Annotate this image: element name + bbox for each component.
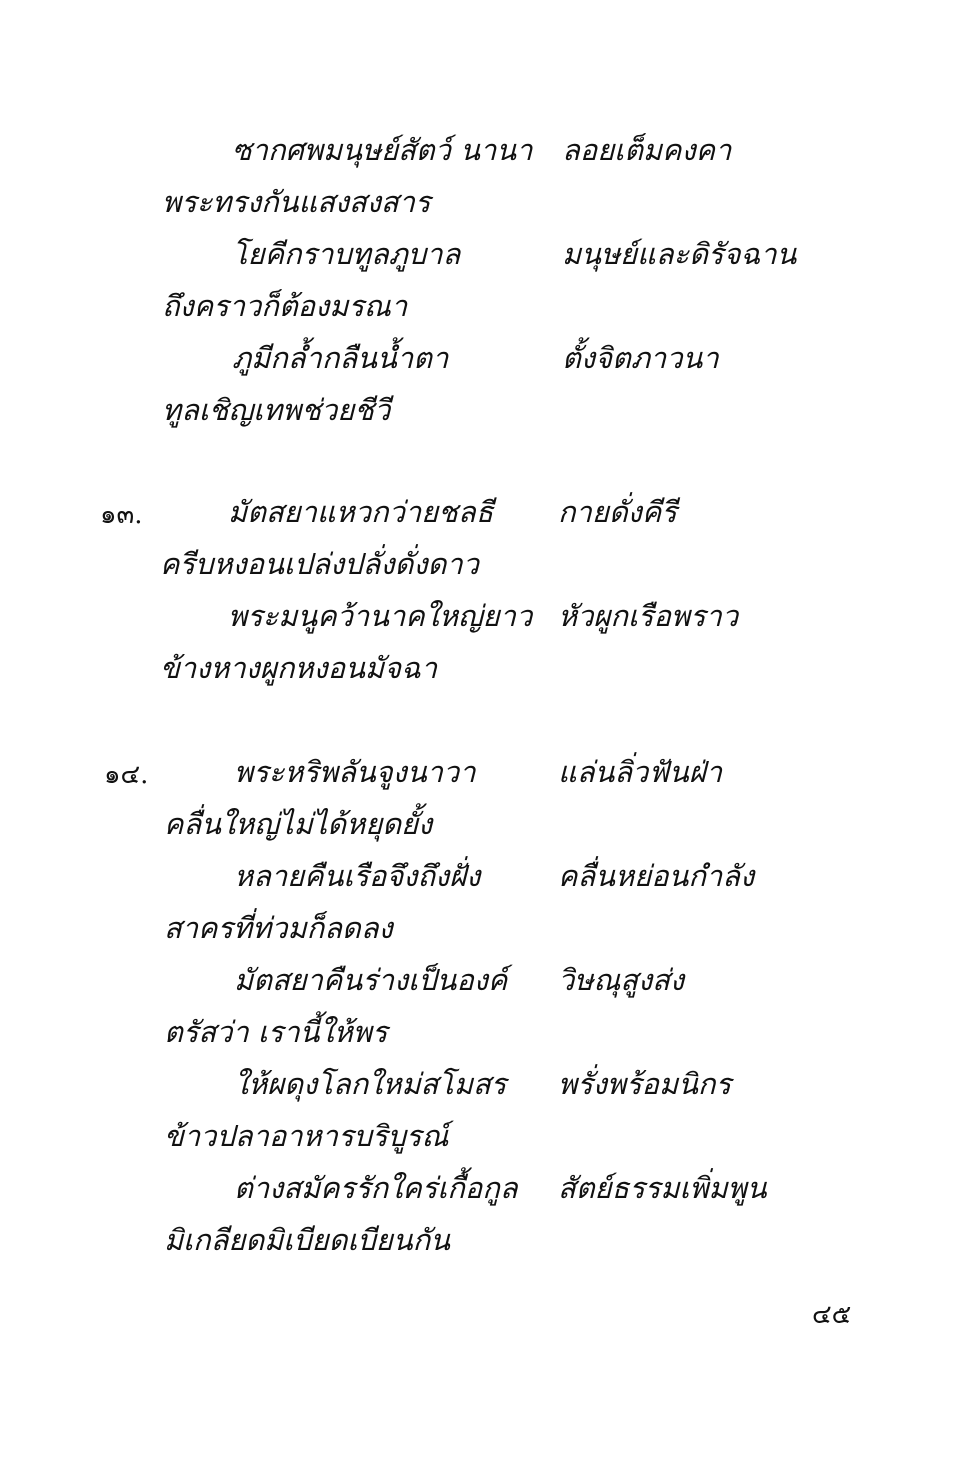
verse-line-second-half: วิษณุสูงส่ง xyxy=(558,963,685,997)
verse-line: สาครที่ท่วมก็ลดลง xyxy=(164,911,393,945)
verse-line-second-half: หัวผูกเรือพราว xyxy=(558,599,739,633)
verse-line-indent: ซากศพมนุษย์สัตว์ นานา xyxy=(232,133,533,167)
verse-line: ทูลเชิญเทพช่วยชีวี xyxy=(162,393,391,427)
verse-line: ข้างหางผูกหงอนมัจฉา xyxy=(160,651,438,685)
verse-line: พระทรงกันแสงสงสาร xyxy=(162,185,431,219)
verse-line-indent: มัตสยาคืนร่างเป็นองค์ xyxy=(234,963,508,997)
verse-line-indent: หลายคืนเรือจึงถึงฝั่ง xyxy=(234,859,481,893)
verse-line-second-half: แล่นลิ่วฟันฝ่า xyxy=(558,755,722,789)
verse-line-indent: ภูมีกล้ำกลืนน้ำตา xyxy=(232,341,449,375)
verse-line-second-half: ลอยเต็มคงคา xyxy=(562,133,732,167)
verse-line-indent: ต่างสมัครรักใคร่เกื้อกูล xyxy=(234,1171,518,1205)
verse-line: มิเกลียดมิเบียดเบียนกัน xyxy=(164,1223,450,1257)
verse-line: ครีบหงอนเปล่งปลั่งดั่งดาว xyxy=(160,547,479,581)
verse-line-indent: พระหริพลันจูงนาวา xyxy=(234,755,476,789)
verse-line-indent: มัตสยาแหวกว่ายชลธี xyxy=(228,495,494,529)
verse-line: ข้าวปลาอาหารบริบูรณ์ xyxy=(164,1119,449,1153)
verse-line-indent: โยคีกราบทูลภูบาล xyxy=(232,237,461,271)
verse-line-indent: พระมนูคว้านาคใหญ่ยาว xyxy=(228,599,533,633)
verse-line: คลื่นใหญ่ไม่ได้หยุดยั้ง xyxy=(164,807,433,841)
verse-line-second-half: กายดั่งคีรี xyxy=(558,495,677,529)
verse-line-second-half: พรั่งพร้อมนิกร xyxy=(558,1067,732,1101)
verse-line: ตรัสว่า เรานี้ให้พร xyxy=(164,1015,388,1049)
verse-line-second-half: สัตย์ธรรมเพิ่มพูน xyxy=(558,1171,767,1205)
verse-line: ถึงคราวก็ต้องมรณา xyxy=(162,289,408,323)
verse-line-second-half: ตั้งจิตภาวนา xyxy=(562,341,719,375)
verse-number: ๑๓. xyxy=(100,500,143,530)
verse-line-indent: ให้ผดุงโลกใหม่สโมสร xyxy=(234,1067,507,1101)
page-number: ๔๕ xyxy=(812,1300,852,1330)
verse-line-second-half: มนุษย์และดิรัจฉาน xyxy=(562,237,797,271)
verse-line-second-half: คลื่นหย่อนกำลัง xyxy=(558,859,755,893)
verse-number: ๑๔. xyxy=(104,760,149,790)
